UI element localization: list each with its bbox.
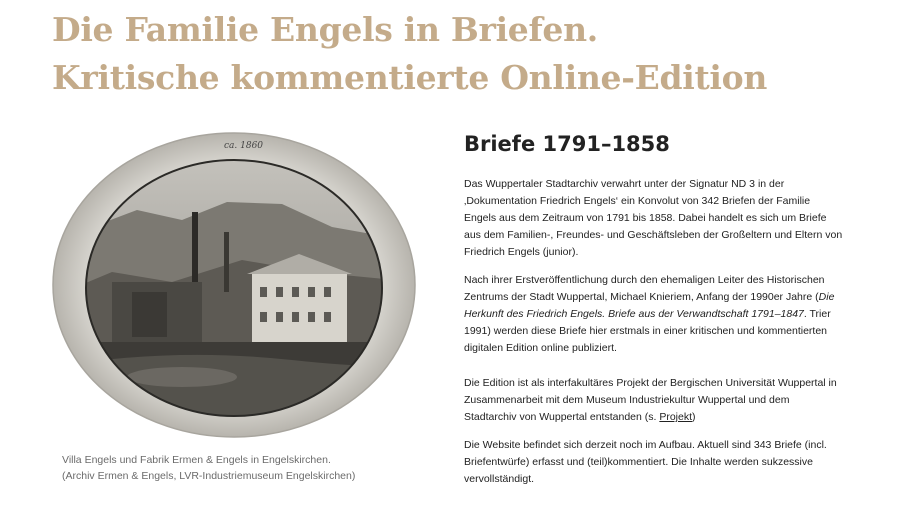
site-title-line-1: Die Familie Engels in Briefen.: [52, 10, 598, 49]
paragraph-project-text-a: Die Edition ist als interfakultäres Projekt der Bergischen Universität Wuppertal in Zusammenarbeit mit dem Museum Industriekultur Wuppertal und dem Stadtarchiv von Wuppertal entstanden (s.: [464, 377, 837, 423]
book-title: Die Herkunft des Friedrich Engels. Briefe aus der Verwandtschaft 1791–1847: [464, 291, 835, 320]
photo-caption: [62, 452, 402, 484]
main-content: [464, 128, 844, 499]
photo-caption-line-2: (Archiv Ermen & Engels, LVR-Industriemuseum Engelskirchen): [62, 470, 356, 482]
photo-inscription: ca. 1860: [224, 141, 264, 151]
paragraph-status: Die Website befindet sich derzeit noch im Aufbau. Aktuell sind 343 Briefe (incl. Briefentwürfe) erfasst und (teil)kommentiert. Die Inhalte werden sukzessive vervollständigt.: [464, 439, 827, 485]
paragraph-publication-text-a: Nach ihrer Erstveröffentlichung durch den ehemaligen Leiter des Historischen Zentrums der Stadt Wuppertal, Michael Knieriem, Anfang der 1990er Jahre (: [464, 274, 825, 303]
paragraph-publication-text-b: . Trier 1991) werden diese Briefe hier erstmals in einer kritischen und kommentierten digitalen Edition online publiziert.: [464, 308, 831, 354]
site-title-line-2: Kritische kommentierte Online-Edition: [52, 58, 768, 97]
section-heading: Briefe 1791–1858: [464, 132, 670, 156]
historic-photo-villa-engels: [52, 132, 416, 438]
paragraph-intro: Das Wuppertaler Stadtarchiv verwahrt unter der Signatur ND 3 in der ‚Dokumentation Friedrich Engels‘ ein Konvolut von 342 Briefen der Familie Engels aus dem Zeitraum von 1791 bis 1858. Dabei handelt es sich um Briefe aus dem Familien-, Freundes- und Geschäftsleben der Großeltern und Eltern von Friedrich Engels (junior).: [464, 178, 843, 258]
site-title: [52, 6, 767, 102]
paragraph-publication: [464, 272, 844, 357]
paragraph-project-text-b: ): [692, 411, 696, 423]
paragraph-project: [464, 375, 844, 426]
project-link[interactable]: Projekt: [659, 411, 693, 423]
photo-caption-line-1: Villa Engels und Fabrik Ermen & Engels in Engelskirchen.: [62, 454, 331, 466]
